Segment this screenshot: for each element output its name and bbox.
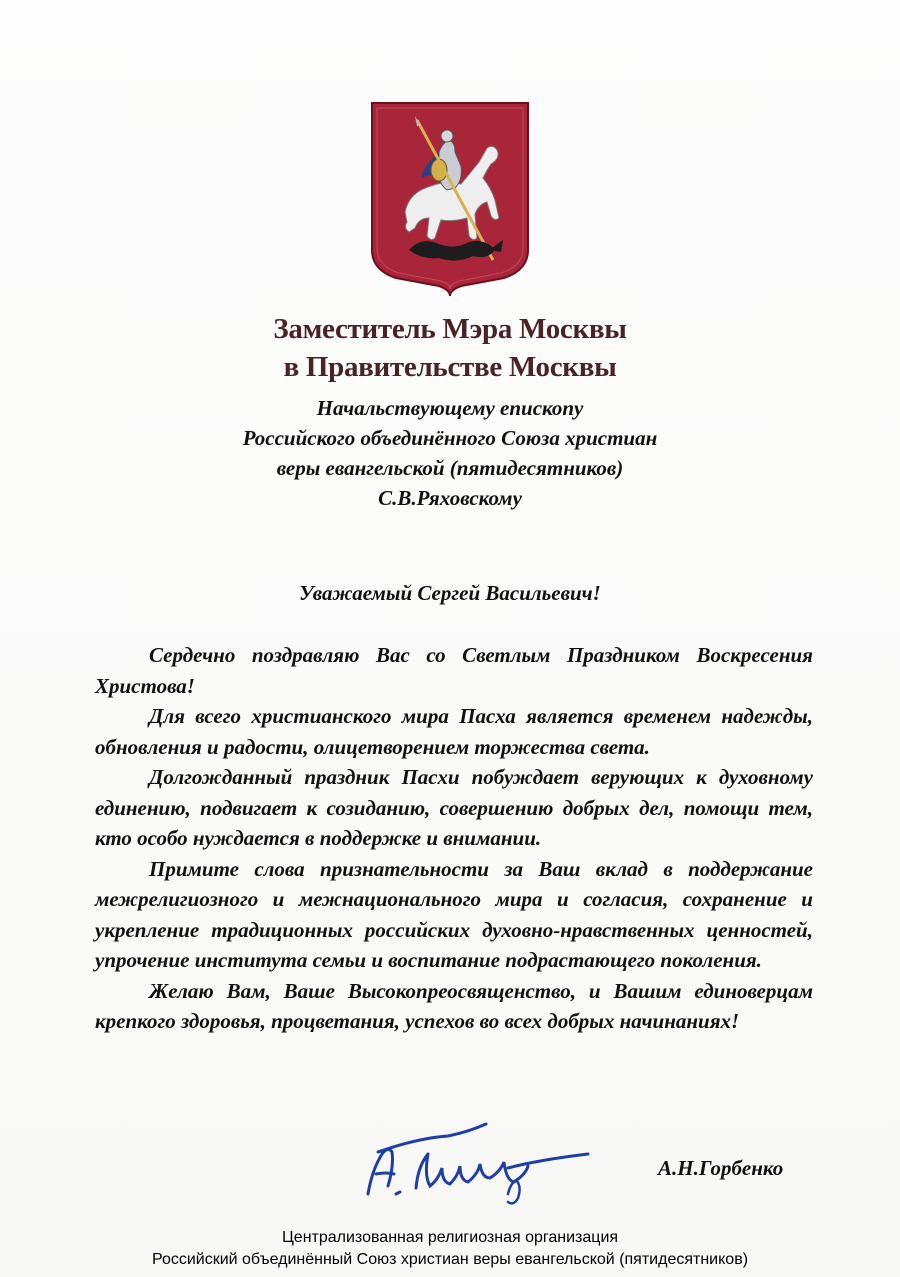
paragraph: Желаю Вам, Ваше Высокопреосвященство, и Вашим единоверцам крепкого здоровья, процветания, успехов во всех добрых начинаниях! [95, 978, 813, 1033]
paragraph: Сердечно поздравляю Вас со Светлым Праздником Воскресения Христова! [95, 643, 813, 698]
addressee-line2: Российского объединённого Союза христиан [242, 426, 658, 450]
signer-name: А.Н.Горбенко [658, 1156, 784, 1180]
sender-title-line1: Заместитель Мэра Москвы [273, 313, 627, 345]
addressee-line1: Начальствующему епископу [316, 396, 584, 420]
sender-title-line2: в Правительстве Москвы [283, 351, 617, 383]
addressee-line3: веры евангельской (пятидесятников) [276, 456, 624, 480]
addressee-block [0, 393, 900, 513]
handwritten-signature-icon [358, 1110, 593, 1205]
paragraph: Долгожданный праздник Пасхи побуждает верующих к духовному единению, подвигает к созиданию, совершению добрых дел, помощи тем, кто особо нуждается в поддержке и внимании. [95, 765, 813, 850]
footer-line1: Централизованная религиозная организация [281, 1229, 619, 1246]
footer-caption [0, 1227, 900, 1271]
letter-body [95, 640, 813, 1037]
footer-line2: Российский объединённый Союз христиан веры евангельской (пятидесятников) [151, 1251, 749, 1268]
paragraph: Для всего христианского мира Пасха является временем надежды, обновления и радости, олицетворением торжества света. [95, 704, 813, 759]
salutation: Уважаемый Сергей Васильевич! [299, 581, 601, 605]
moscow-coat-of-arms-icon [369, 100, 531, 296]
paragraph: Примите слова признательности за Ваш вклад в поддержание межрелигиозного и межнационального мира и согласия, сохранение и укрепление традиционных российских духовно-нравственных ценностей, упрочение института семьи и воспитание подрастающего поколения. [95, 856, 813, 972]
addressee-line4: С.В.Ряховскому [378, 486, 522, 510]
sender-title [0, 310, 900, 386]
